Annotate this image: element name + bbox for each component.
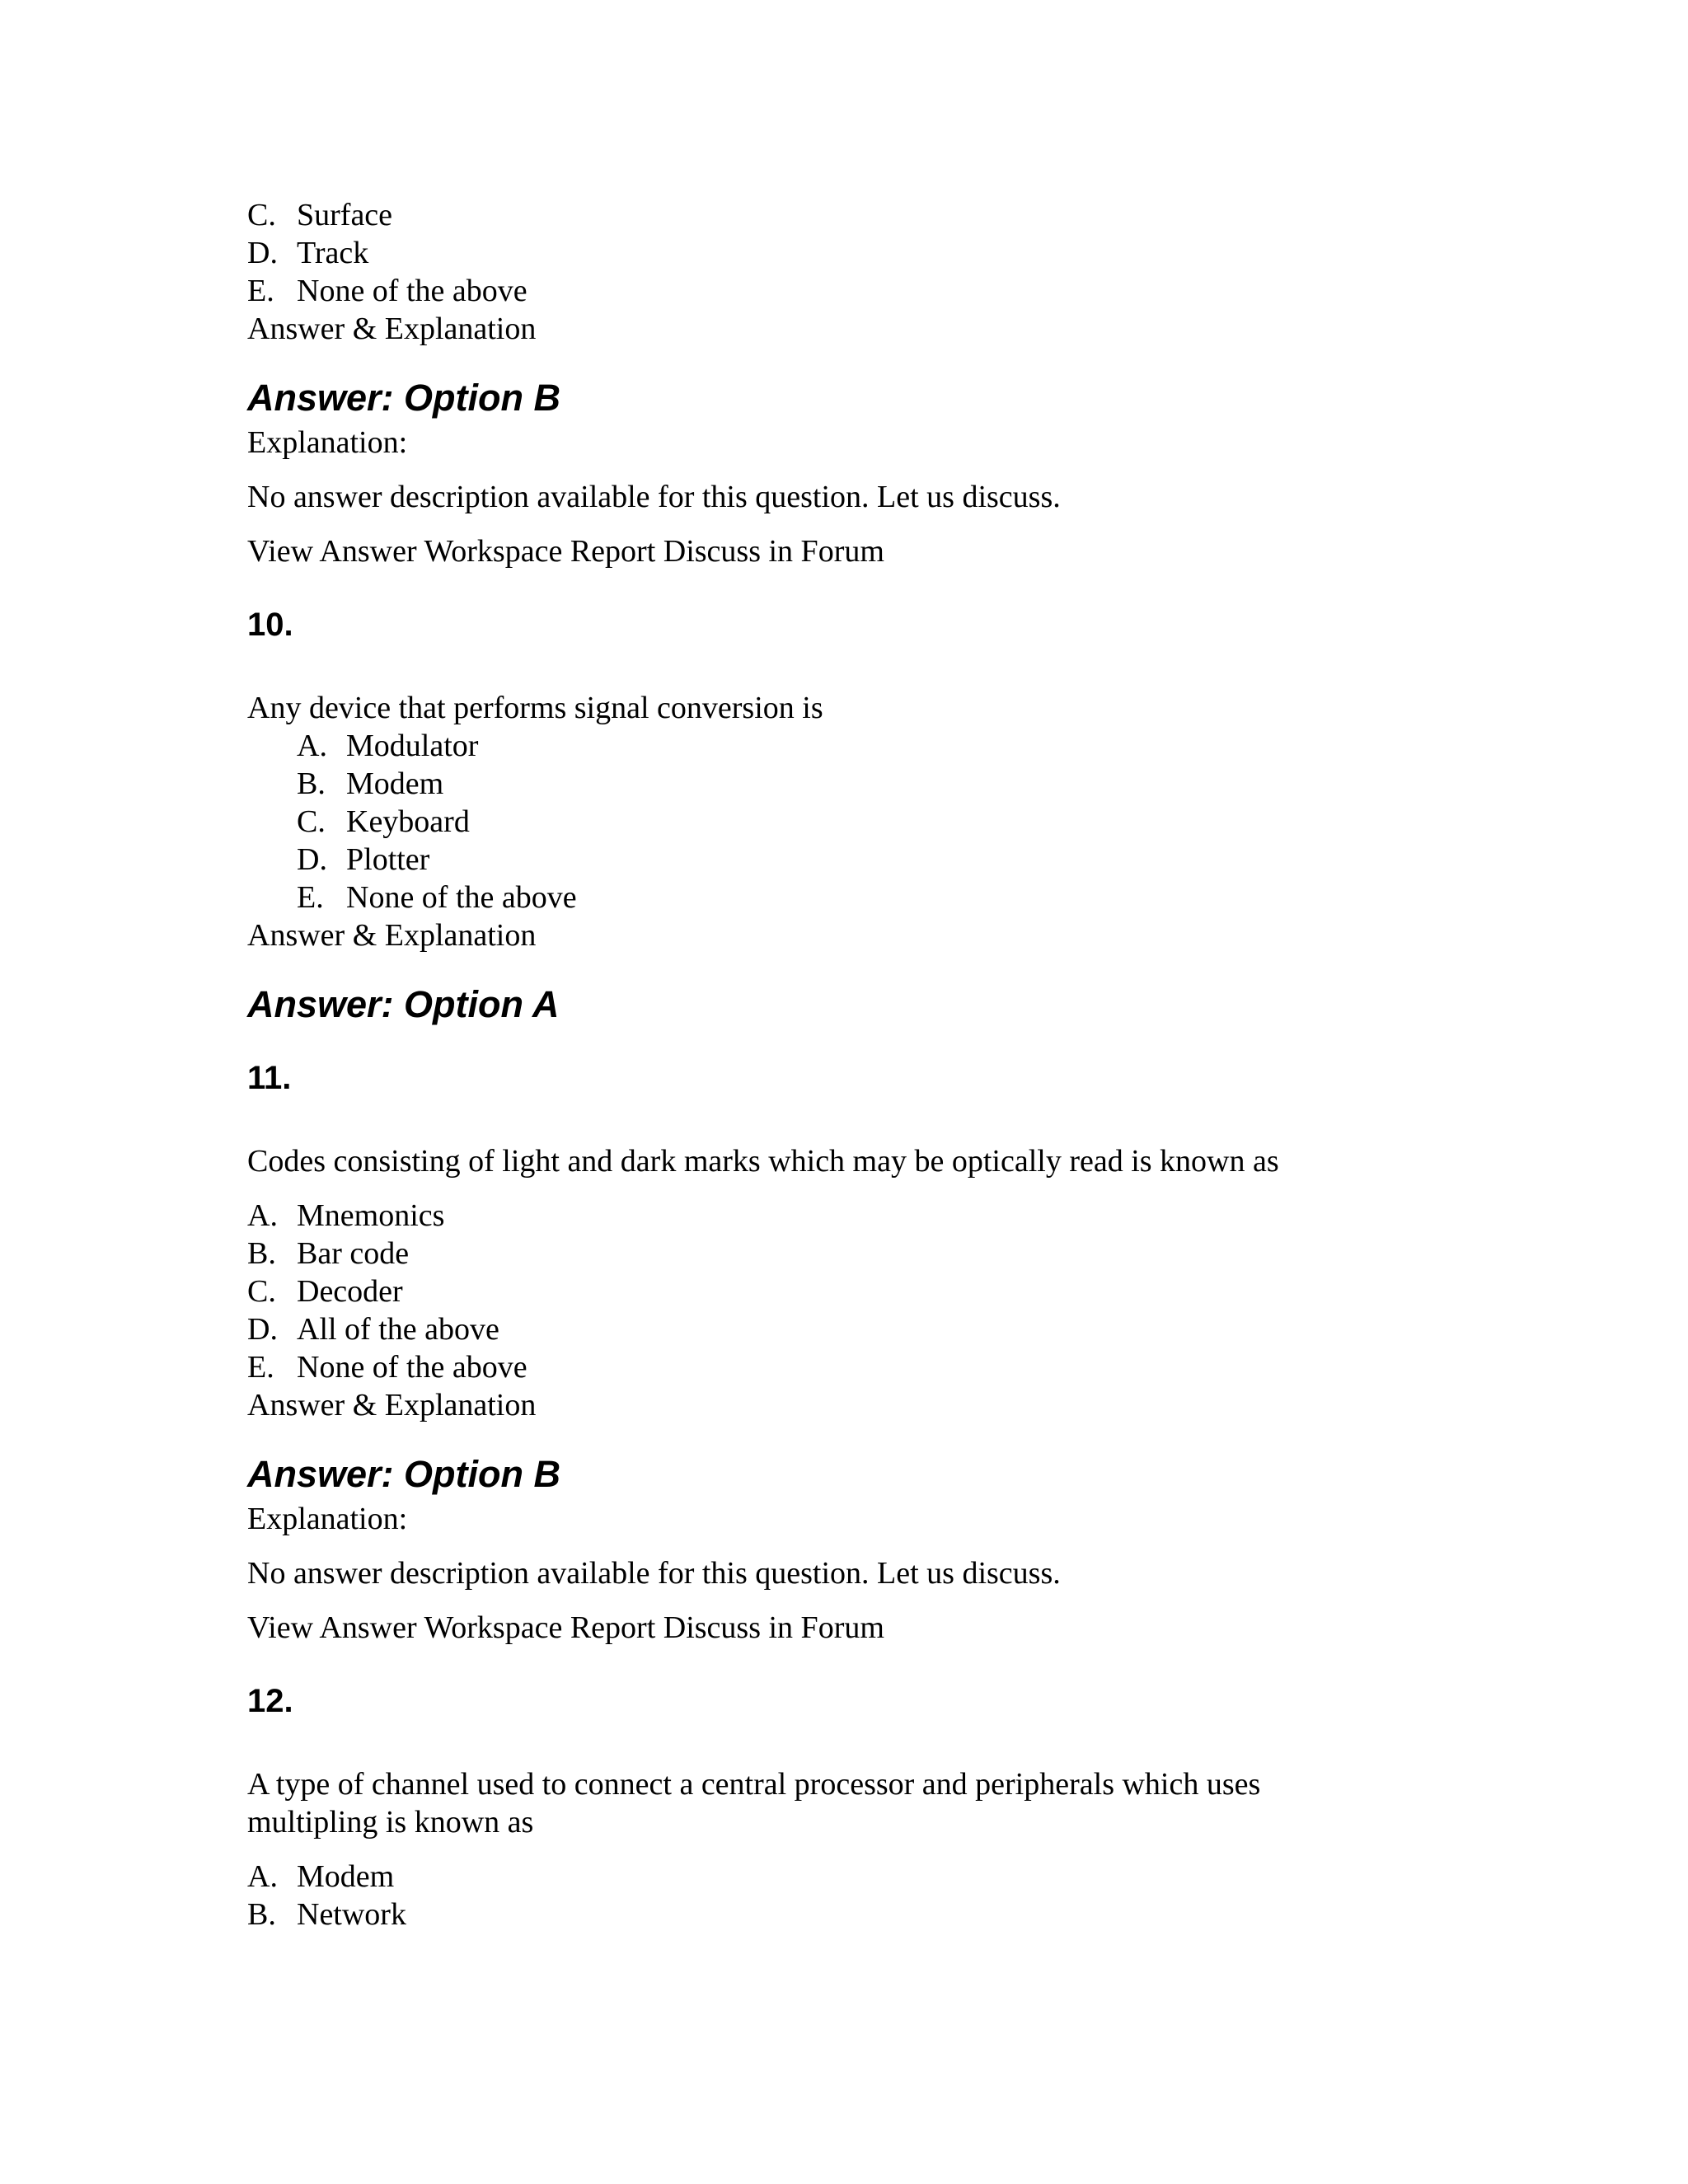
option-text: Keyboard — [346, 804, 470, 839]
option-a[interactable] — [247, 1858, 1442, 1896]
option-letter: C. — [247, 198, 276, 232]
option-text: Plotter — [346, 842, 430, 877]
question-text-line-2: multipling is known as — [247, 1805, 534, 1840]
option-text: Decoder — [297, 1274, 403, 1309]
option-e[interactable] — [247, 272, 1442, 310]
question-number: 10. — [247, 607, 293, 643]
explanation-label: Explanation: — [247, 425, 408, 460]
question-number: 12. — [247, 1683, 293, 1719]
question-12 — [247, 1681, 1442, 1933]
option-b[interactable] — [247, 765, 1442, 803]
option-letter: E. — [247, 1350, 274, 1385]
question-number: 11. — [247, 1060, 292, 1096]
answer-actions — [247, 532, 1442, 570]
option-a[interactable] — [247, 1197, 1442, 1235]
explanation-text: No answer description available for this question. Let us discuss. — [247, 480, 1061, 514]
question-11 — [247, 1058, 1442, 1647]
workspace-link[interactable]: Workspace — [424, 1610, 563, 1645]
discuss-in-forum-link[interactable]: Discuss in Forum — [663, 534, 884, 569]
option-text: None of the above — [346, 880, 577, 915]
option-d[interactable] — [247, 234, 1442, 272]
report-link[interactable]: Report — [570, 1610, 656, 1645]
option-text: None of the above — [297, 1350, 528, 1385]
option-letter: D. — [247, 236, 278, 270]
option-c[interactable] — [247, 803, 1442, 841]
option-text: Network — [297, 1897, 406, 1932]
answer-actions — [247, 1609, 1442, 1647]
question-text: Codes consisting of light and dark marks which may be optically read is known as — [247, 1144, 1279, 1179]
option-e[interactable] — [247, 1348, 1442, 1386]
answer-explanation-link[interactable]: Answer & Explanation — [247, 1388, 537, 1422]
option-text: None of the above — [297, 274, 528, 308]
question-text: Any device that performs signal conversion is — [247, 691, 823, 725]
question-10 — [247, 605, 1442, 1027]
answer-explanation-link[interactable]: Answer & Explanation — [247, 918, 537, 953]
option-text: Mnemonics — [297, 1198, 445, 1233]
option-text: Bar code — [297, 1236, 410, 1271]
question-9 — [247, 196, 1442, 570]
option-letter: A. — [247, 1859, 278, 1894]
option-letter: D. — [297, 842, 327, 877]
options-list — [247, 1858, 1442, 1933]
answer-explanation-link[interactable]: Answer & Explanation — [247, 312, 537, 346]
option-d[interactable] — [247, 841, 1442, 879]
option-c[interactable] — [247, 196, 1442, 234]
option-text: All of the above — [297, 1312, 499, 1347]
view-answer-link[interactable]: View Answer — [247, 534, 417, 569]
option-letter: A. — [297, 729, 327, 763]
option-a[interactable] — [247, 727, 1442, 765]
workspace-link[interactable]: Workspace — [424, 534, 563, 569]
question-text-line-1: A type of channel used to connect a central processor and peripherals which uses — [247, 1767, 1261, 1802]
option-text: Surface — [297, 198, 393, 232]
option-d[interactable] — [247, 1310, 1442, 1348]
option-letter: A. — [247, 1198, 278, 1233]
option-text: Modem — [297, 1859, 395, 1894]
option-letter: E. — [247, 274, 274, 308]
option-b[interactable] — [247, 1235, 1442, 1272]
option-e[interactable] — [247, 879, 1442, 916]
option-b[interactable] — [247, 1896, 1442, 1933]
option-letter: B. — [247, 1236, 276, 1271]
report-link[interactable]: Report — [570, 534, 656, 569]
option-letter: B. — [297, 766, 326, 801]
option-letter: E. — [297, 880, 324, 915]
answer-heading: Answer: Option B — [247, 1453, 560, 1495]
discuss-in-forum-link[interactable]: Discuss in Forum — [663, 1610, 884, 1645]
option-text: Modulator — [346, 729, 479, 763]
option-text: Track — [297, 236, 369, 270]
option-letter: C. — [297, 804, 326, 839]
option-letter: C. — [247, 1274, 276, 1309]
explanation-label: Explanation: — [247, 1502, 408, 1536]
view-answer-link[interactable]: View Answer — [247, 1610, 417, 1645]
option-letter: D. — [247, 1312, 278, 1347]
option-letter: B. — [247, 1897, 276, 1932]
answer-heading: Answer: Option A — [247, 983, 560, 1025]
options-list — [247, 1197, 1442, 1386]
option-c[interactable] — [247, 1272, 1442, 1310]
answer-heading: Answer: Option B — [247, 377, 560, 419]
explanation-text: No answer description available for this question. Let us discuss. — [247, 1556, 1061, 1591]
quiz-content — [247, 196, 1442, 1933]
option-text: Modem — [346, 766, 444, 801]
